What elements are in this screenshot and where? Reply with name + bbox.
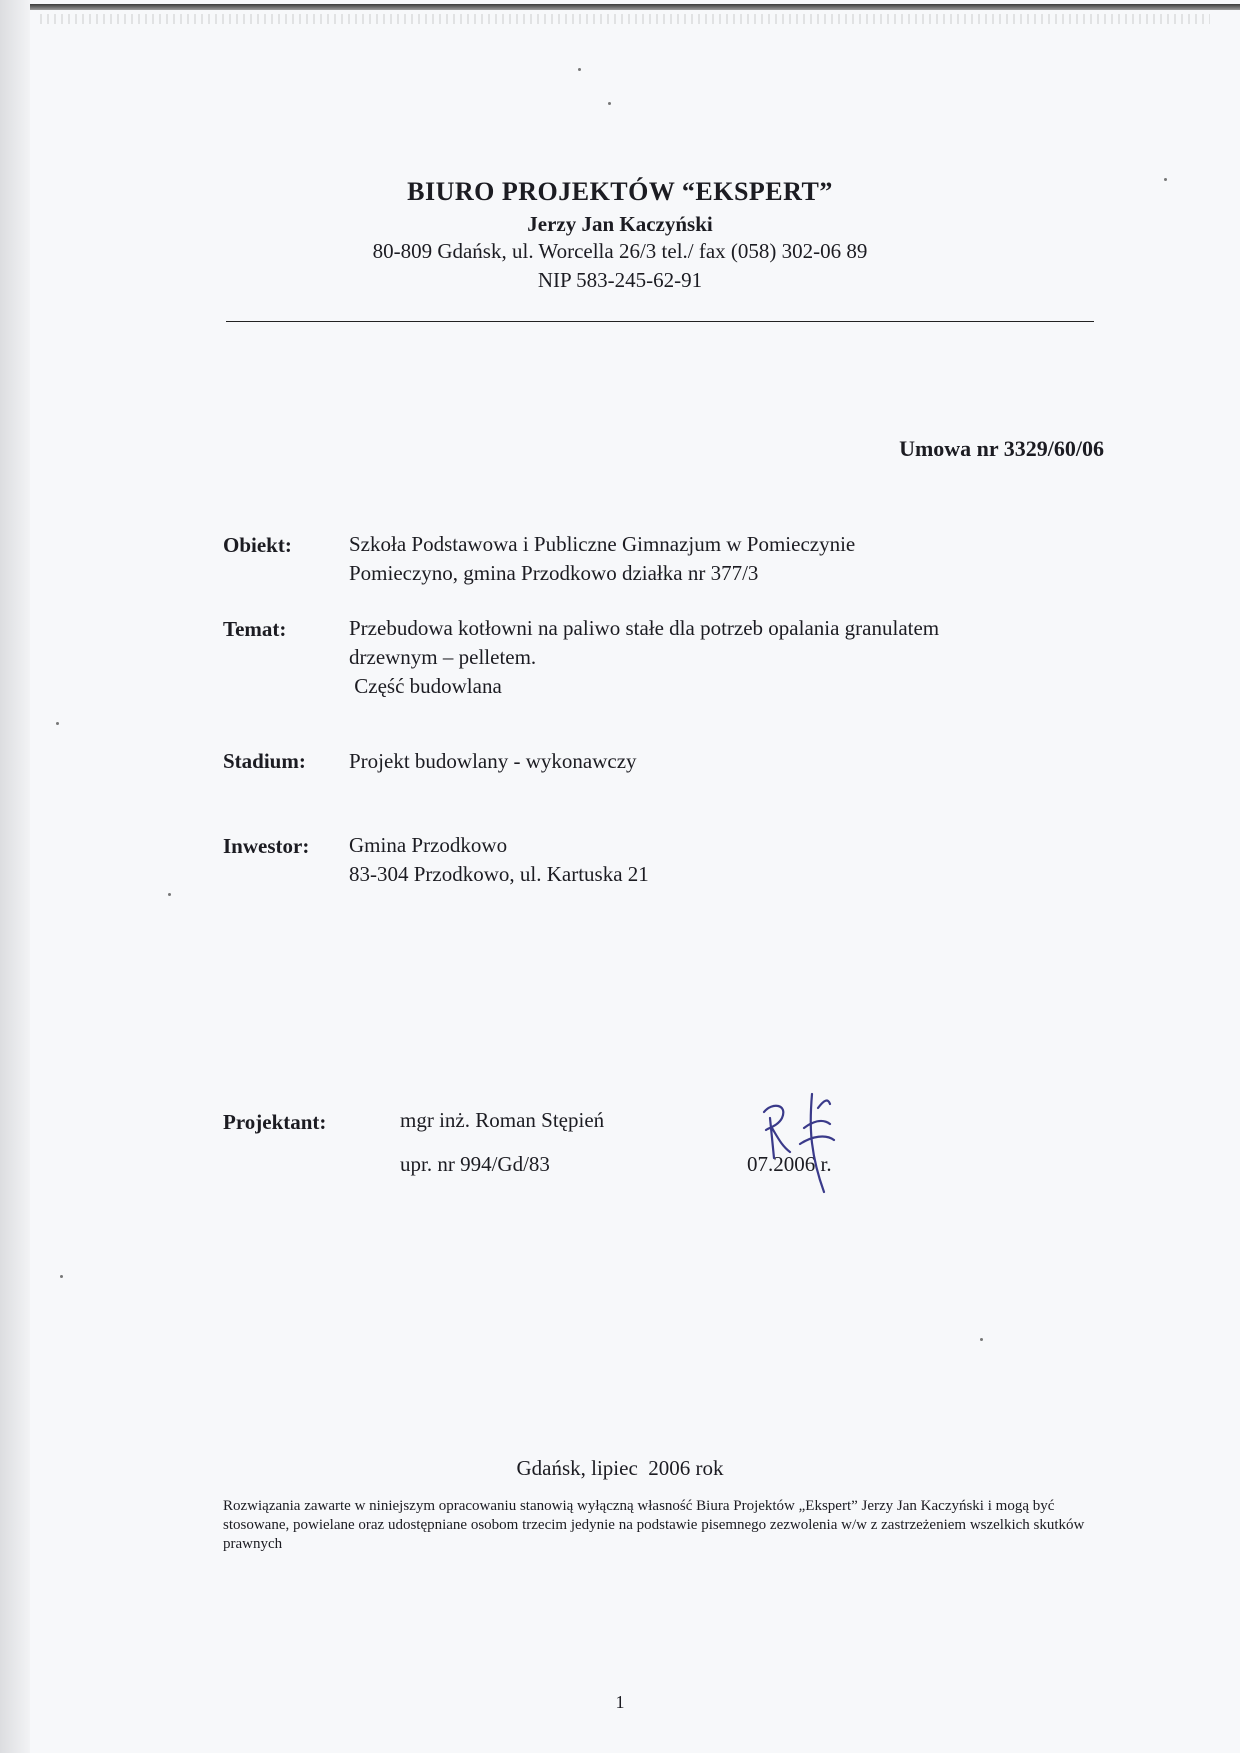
inwestor-value (349, 831, 649, 889)
company-title: BIURO PROJEKTÓW “EKSPERT” (407, 177, 833, 206)
handwritten-signature (752, 1088, 862, 1198)
obiekt-value (349, 530, 855, 588)
obiekt-line: Szkoła Podstawowa i Publiczne Gimnazjum w Pomieczynie (349, 532, 856, 556)
scan-speck (168, 893, 171, 896)
inwestor-line: Gmina Przodkowo (349, 833, 508, 857)
scan-edge-top (30, 4, 1240, 10)
scan-speck (608, 102, 611, 105)
temat-value (349, 614, 939, 701)
stadium-label: Stadium: (223, 749, 306, 773)
stadium-value (349, 747, 637, 776)
place-and-date: Gdańsk, lipiec 2006 rok (516, 1456, 724, 1480)
company-nip: NIP 583-245-62-91 (537, 268, 703, 292)
scan-speck (980, 1338, 983, 1341)
legal-notice: Rozwiązania zawarte w niniejszym opracowaniu stanowią wyłączną własność Biura Projektów „Ekspert” Jerzy Jan Kaczyński i mogą być stosowane, powielane oraz udostępniane osobom trzecim jedynie na podstawie pisemnego zezwolenia w/w z zastrzeżeniem wszelkich skutków prawnych (223, 1498, 1085, 1552)
inwestor-line: 83-304 Przodkowo, ul. Kartuska 21 (349, 862, 649, 886)
designer-name: mgr inż. Roman Stępień (400, 1108, 605, 1132)
designer-date: 07.2006 r. (747, 1152, 832, 1176)
temat-label: Temat: (223, 617, 287, 641)
scan-speck (60, 1275, 63, 1278)
header-divider (226, 321, 1094, 322)
obiekt-line: Pomieczyno, gmina Przodkowo działka nr 377/3 (349, 561, 759, 585)
contract-number: Umowa nr 3329/60/06 (899, 436, 1104, 461)
scan-speck (578, 68, 581, 71)
stadium-line: Projekt budowlany - wykonawczy (349, 749, 637, 773)
scan-speck (56, 722, 59, 725)
designer-license: upr. nr 994/Gd/83 (400, 1152, 550, 1176)
scan-noise (40, 14, 1210, 24)
scan-speck (1164, 178, 1167, 181)
projektant-label: Projektant: (223, 1110, 327, 1134)
page-number: 1 (615, 1692, 625, 1712)
company-address: 80-809 Gdańsk, ul. Worcella 26/3 tel./ fax (058) 302-06 89 (372, 239, 868, 263)
obiekt-label: Obiekt: (223, 533, 292, 557)
temat-line: Przebudowa kotłowni na paliwo stałe dla potrzeb opalania granulatem (349, 616, 940, 640)
temat-line: drzewnym – pelletem. (349, 645, 537, 669)
inwestor-label: Inwestor: (223, 834, 310, 858)
company-owner: Jerzy Jan Kaczyński (527, 212, 713, 236)
temat-line: Część budowlana (349, 674, 502, 698)
